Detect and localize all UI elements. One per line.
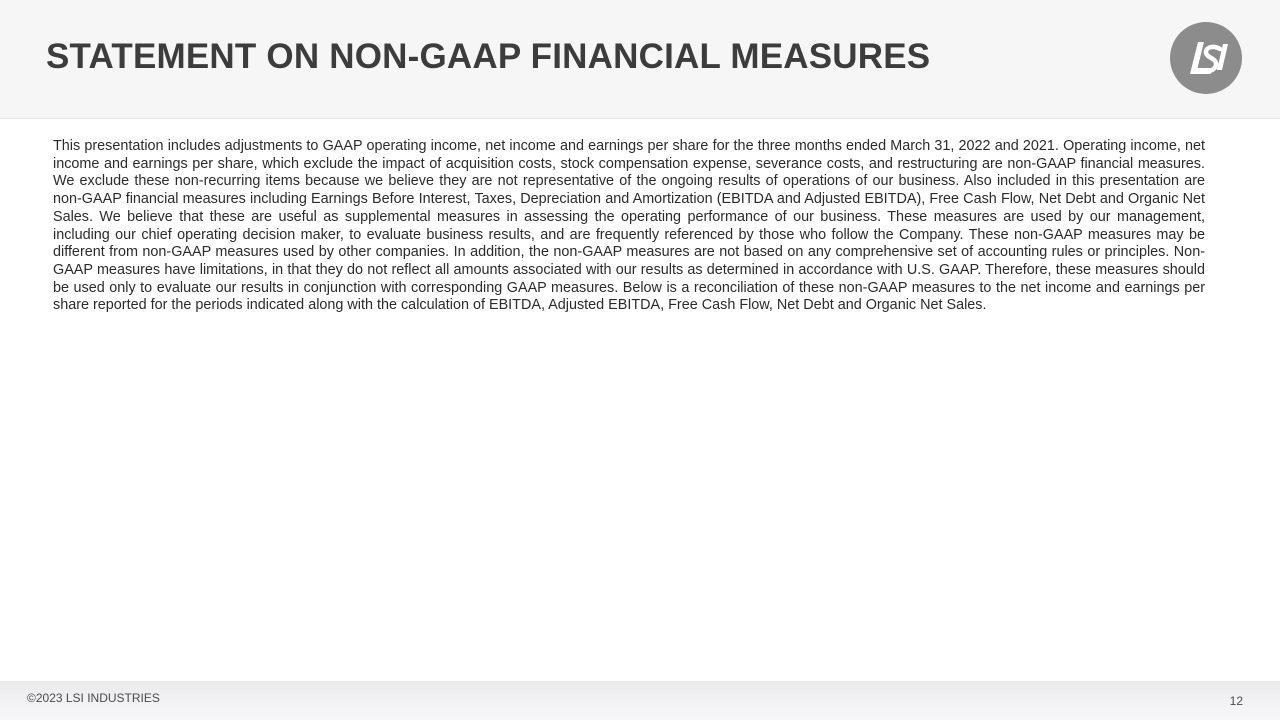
lsi-logo-icon (1170, 22, 1242, 94)
page-number: 12 (1229, 694, 1243, 708)
slide-footer (0, 681, 1280, 720)
copyright-text: ©2023 LSI INDUSTRIES (27, 691, 160, 705)
slide-title: STATEMENT ON NON-GAAP FINANCIAL MEASURES (46, 37, 931, 76)
non-gaap-statement-text: This presentation includes adjustments to GAAP operating income, net income and earnings per share for the three months ended March 31, 2022 and 2021. Operating income, net income and earnings per share, which exclude the impact of acquisition costs, stock compensation expense, severance costs, and restructuring are non-GAAP financial measures. We exclude these non-recurring items because we believe they are not representative of the ongoing results of operations of our business. Also included in this presentation are non-GAAP financial measures including Earnings Before Interest, Taxes, Depreciation and Amortization (EBITDA and Adjusted EBITDA), Free Cash Flow, Net Debt and Organic Net Sales. We believe that these are useful as supplemental measures in assessing the operating performance of our business. These measures are used by our management, including our chief operating decision maker, to evaluate business results, and are frequently referenced by those who follow the Company. These non-GAAP measures may be different from non-GAAP measures used by other companies. In addition, the non-GAAP measures are not based on any comprehensive set of accounting rules or principles. Non-GAAP measures have limitations, in that they do not reflect all amounts associated with our results as determined in accordance with U.S. GAAP. Therefore, these measures should be used only to evaluate our results in conjunction with corresponding GAAP measures. Below is a reconciliation of these non-GAAP measures to the net income and earnings per share reported for the periods indicated along with the calculation of EBITDA, Adjusted EBITDA, Free Cash Flow, Net Debt and Organic Net Sales. (53, 138, 1205, 314)
lsi-logo-circle (1170, 22, 1242, 94)
slide-header (0, 0, 1280, 119)
